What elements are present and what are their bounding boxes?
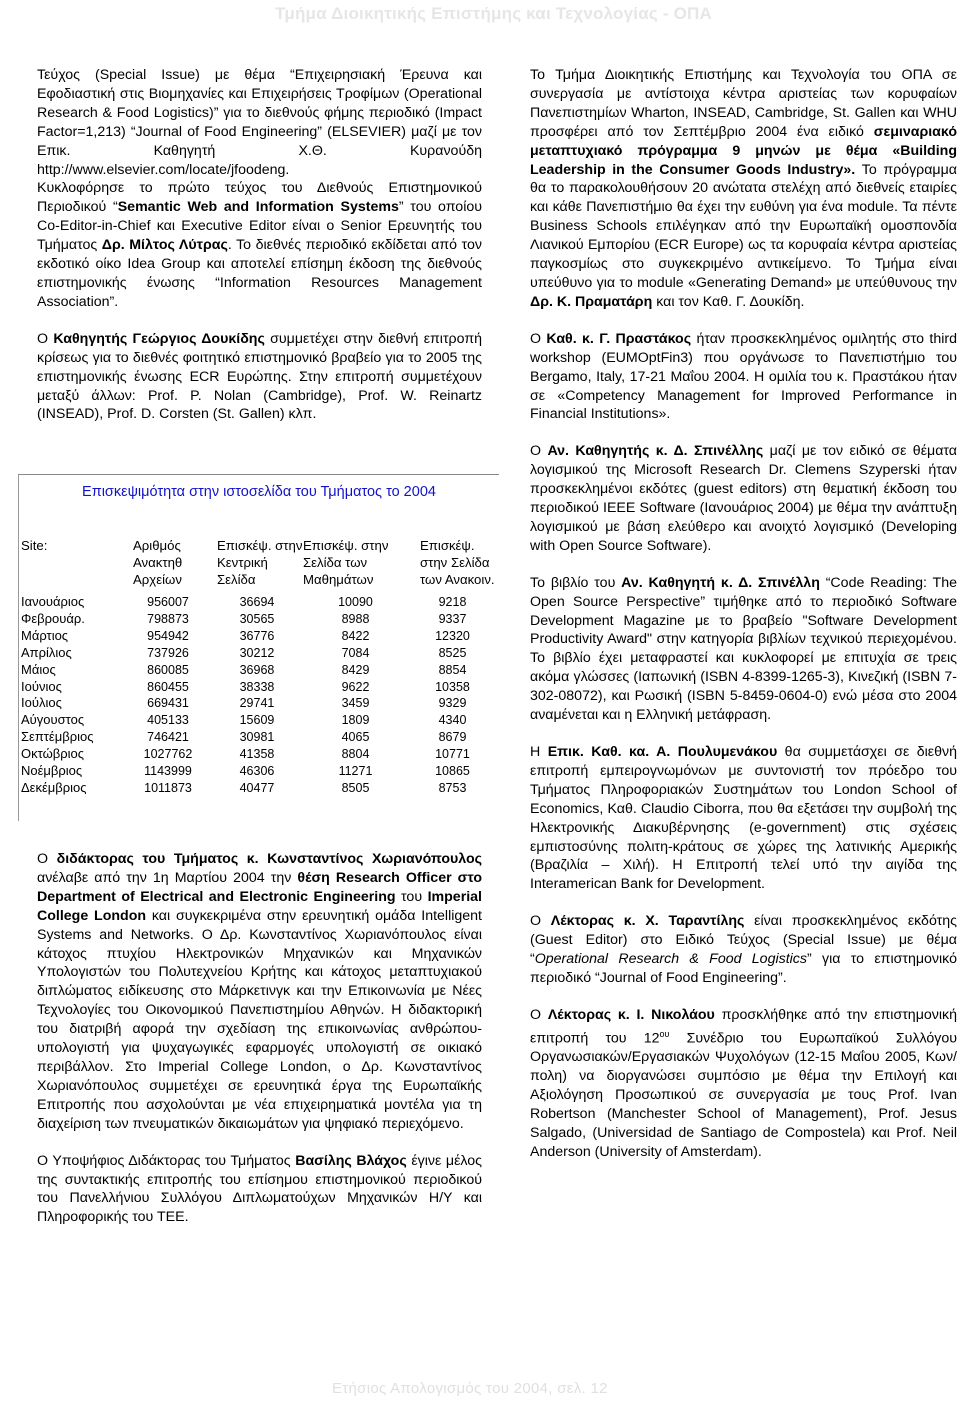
paragraph-chorianopoulos: Ο διδάκτορας του Τμήματος κ. Κωνσταντίνος Χωριανόπουλος ανέλαβε από την 1η Μαρτίου 2004 την θέση Research Officer στο Department of Electrical and Electronic Engineering του Imperial College London και συγκεκριμένα στην ερευνητική ομάδα Intelligent Systems and Networks. Ο Δρ. Κωνσταντίνος Χωριανόπουλος είναι κάτοχος πτυχίου Ηλεκτρονικών Μηχανικών και Μηχανικών Υπολογιστών του Πολυτεχνείου Κρήτης και κάτοχος μεταπτυχιακού διπλώματος ειδίκευσης στο Μάρκετινγκ και την Επικοινωνία με Νέες Τεχνολογίες του Οικονομικού Πανεπιστημίου Αθηνών. Η διδακτορική του διατριβή αφορά την σχεδίαση της επικοινωνίας ανθρώπου-υπολογιστή για ψυχαγωγικές εφαρμογές υπολογιστή σε οικιακό περιβάλλον. Στο Imperial College London, ο Δρ. Κωνσταντίνος Χωριανόπουλος συμμετέχει σε ερευνητικά έργα της Ευρωπαϊκής Επιτροπής που ασχολούνται με νέα επιχειρηματικά μοντέλα για τη διαχείριση των πνευματικών δικαιωμάτων για ψηφιακό περιεχόμενο. xyxy=(37,851,483,1132)
table-row xyxy=(21,662,497,679)
main-page-visits-cell: 38338 xyxy=(239,679,275,694)
footer-text: Ετήσιος Απολογισμός του 2004, σελ. 12 xyxy=(332,1380,608,1397)
main-page-visits-cell: 36694 xyxy=(239,595,275,609)
main-page-visits-cell: 29741 xyxy=(239,696,275,711)
month-cell: Μάρτιος xyxy=(21,627,69,643)
month-cell: Αύγουστος xyxy=(21,712,85,728)
courses-visits-cell: 3459 xyxy=(341,696,370,711)
paragraph-nikolaou: Ο Λέκτορας κ. Ι. Νικολάου προσκλήθηκε από την επιστημονική επιτροπή του $12^{o\upsilon}$ Συνέδριο του Ευρωπαϊκού Συλλόγου Οργανωσιακών/Εργασιακών Ψυχολόγων (12-15 Μαΐου 2005, Κων/πολη) να διοργανώσει συμπόσιο με θέμα την Επιλογή και Αξιολόγηση Προσωπικού σε συνεργασία με τους Prof. Ivan Robertson (Manchester School of Management), Prof. Jesus Salgado, (Universidad de Santiago de Compostela) και Prof. Neil Anderson (University of Amsterdam). xyxy=(530,1006,958,1160)
courses-visits-cell: 4065 xyxy=(341,730,370,745)
main-page-visits-cell: 30981 xyxy=(239,730,275,745)
paragraph-spinellis-ieee: Ο Αν. Καθηγητής κ. Δ. Σπινέλλης μαζί με τον ειδικό σε θέματα λογισμικού της Microsoft Research Dr. Clemens Szyperski ήταν προσκεκλημένοι εκδότες (guest editors) στη θεματική έκδοση του περιοδικού IEEE Software (Ιανουάριος 2004) με θέμα την ανάπτυξη λογισμικού με βάση ελεύθερο και ανοιχτό λογισμικό (Developing with Open Source Software). xyxy=(530,443,958,554)
month-cell: Μάιος xyxy=(21,661,56,677)
news-visits-cell: 9329 xyxy=(438,696,467,711)
main-page-visits-cell: 46306 xyxy=(239,764,275,779)
files-cell: 405133 xyxy=(147,713,189,728)
courses-visits-cell: 8988 xyxy=(341,611,370,626)
files-cell: 1011873 xyxy=(144,780,192,795)
paragraph-prastakos: Ο Καθ. κ. Γ. Πραστάκος ήταν προσκεκλημένος ομιλητής στο third workshop (EUMOptFin3) που οργάνωσε το Πανεπιστήμιο του Bergamo, Italy, 17-21 Μαΐου 2004. Η ομιλία του κ. Πραστάκου ήταν σε «Competency Management for Improved Performance in Financial Institutions». xyxy=(530,330,957,423)
header-news: Επισκέψ. στην Σελίδα των Ανακοιν. xyxy=(420,538,495,587)
news-visits-cell: 8679 xyxy=(438,730,467,745)
main-page-visits-cell: 41358 xyxy=(239,747,275,762)
month-cell: Οκτώβριος xyxy=(21,746,84,762)
files-cell: 1143999 xyxy=(144,764,192,779)
table-row xyxy=(21,645,497,662)
files-cell: 860085 xyxy=(147,662,189,677)
files-cell: 746421 xyxy=(147,730,189,745)
main-page-visits-cell: 40477 xyxy=(239,780,275,795)
files-cell: 737926 xyxy=(147,645,189,660)
table-row xyxy=(21,763,497,780)
news-visits-cell: 12320 xyxy=(435,628,470,643)
files-cell: 860455 xyxy=(147,679,189,694)
header-main: Επισκέψ. στην Κεντρική Σελίδα xyxy=(217,538,303,587)
header-title: Τμήμα Διοικητικής Επιστήμης και Τεχνολογίας - ΟΠΑ xyxy=(275,4,712,23)
files-cell: 956007 xyxy=(147,595,189,609)
courses-visits-cell: 11271 xyxy=(338,764,373,779)
visits-table-box xyxy=(18,474,499,821)
courses-visits-cell: 8804 xyxy=(341,747,370,762)
month-cell: Σεπτέμβριος xyxy=(21,729,94,745)
table-header-row xyxy=(21,537,497,588)
month-cell: Νοέμβριος xyxy=(21,763,83,779)
files-cell: 1027762 xyxy=(143,747,193,762)
paragraph-poulymenakou: Η Επικ. Καθ. κα. Α. Πουλυμενάκου θα συμμετάσχει σε διεθνή επιτροπή εμπειρογνωμόνων με συντονιστή τον πρόεδρο του Τμήματος Πληροφοριακών Συστημάτων του London School of Economics, Καθ. Claudio Ciborra, που θα εξετάσει την συμβολή της Ηλεκτρονικής Διακυβέρνησης (e-government) στις σχέσεις εμπιστοσύνης πολιτη-κράτους σε χώρες της λατινικής Αμερικής (Βραζιλία – Χιλή). Η Επιτροπή τελεί υπό την αιγίδα της Interamerican Bank for Development. xyxy=(530,744,957,893)
news-visits-cell: 9218 xyxy=(438,595,467,609)
courses-visits-cell: 8429 xyxy=(341,662,370,677)
news-visits-cell: 9337 xyxy=(438,611,467,626)
left-column-top xyxy=(37,66,482,424)
courses-visits-cell: 8505 xyxy=(341,780,370,795)
table-row xyxy=(21,611,497,628)
courses-visits-cell: 8422 xyxy=(341,628,370,643)
paragraph-special-issue: Τεύχος (Special Issue) με θέμα “Επιχειρησιακή Έρευνα και Εφοδιαστική στις Βιομηχανίες και Επιχειρήσεις Τροφίμων (Operational Research & Food Logistics)” για το διεθνούς φήμης περιοδικό (Impact Factor=1,213) “Journal of Food Engineering” (ELSEVIER) μαζί με τον Επικ. Καθηγητή Χ.Θ. Κυρανούδη http://www.elsevier.com/locate/jfoodeng. xyxy=(37,67,482,178)
header-files: Αριθμός Ανακτηθ Αρχείων xyxy=(133,538,183,587)
month-cell: Δεκέμβριος xyxy=(21,779,87,795)
paragraph-tarantilis: Ο Λέκτορας κ. Χ. Ταραντίλης είναι προσκεκλημένος εκδότης (Guest Editor) στο Ειδικό Τεύχος (Special Issue) με θέμα “Operational Research & Food Logistics” για το επιστημονικό περιοδικό “Journal of Food Engineering”. xyxy=(530,913,957,986)
courses-visits-cell: 10090 xyxy=(338,595,373,609)
main-page-visits-cell: 36968 xyxy=(239,662,275,677)
table-row xyxy=(21,695,497,712)
month-cell: Απρίλιος xyxy=(21,644,72,660)
courses-visits-cell: 7084 xyxy=(341,645,370,660)
news-visits-cell: 8854 xyxy=(438,662,467,677)
header-courses: Επισκέψ. στην Σελίδα των Μαθημάτων xyxy=(303,538,389,587)
table-row xyxy=(21,712,497,729)
page-footer xyxy=(0,1378,960,1402)
page-header xyxy=(0,0,960,30)
table-row xyxy=(21,679,497,696)
month-cell: Ιανουάριος xyxy=(21,594,85,609)
table-row xyxy=(21,780,497,797)
visits-table xyxy=(21,537,497,797)
news-visits-cell: 4340 xyxy=(438,713,467,728)
month-cell: Ιούλιος xyxy=(21,695,62,711)
right-column xyxy=(530,66,957,1162)
paragraph-code-reading: Το βιβλίο του Αν. Καθηγητή κ. Δ. Σπινέλλη “Code Reading: The Open Source Perspective” τιμήθηκε από το περιοδικό Software Development Magazine με το βραβείο "Software Development Productivity Award" στην κατηγορία βιβλίων τεχνικού περιεχομένου. Το βιβλίο έχει μεταφραστεί και κυκλοφορεί με επιτυχία σε τρεις ακόμα γλώσσες (Ιαπωνική (ISBN 4-8399-1265-3), Κινεζική (ISBN 7-302-08072), και Ρωσική (ISBN 5-8459-0604-0) ενώ μέσα στο 2004 αναμένεται και η Ελληνική μετάφραση. xyxy=(530,574,958,724)
main-page-visits-cell: 36776 xyxy=(239,628,275,643)
paragraph-doukidis: Ο Καθηγητής Γεώργιος Δουκίδης συμμετέχει στην διεθνή επιτροπή κρίσεως για το διεθνές φοιτητικό επιστημονικό βραβείο για το 2005 της επιστημονικής ένωσης ECR Ευρώπης. Στην επιτροπή συμμετέχουν μεταξύ άλλων: Prof. P. Nolan (Cambridge), Prof. W. Reinartz (INSEAD), Prof. D. Corsten (St. Gallen) κλπ. xyxy=(37,330,482,423)
left-column-bottom xyxy=(37,850,482,1227)
news-visits-cell: 8753 xyxy=(438,780,467,795)
paragraph-semantic-web: Κυκλοφόρησε το πρώτο τεύχος του Διεθνούς Επιστημονικού Περιοδικού “Semantic Web and Information Systems” του οποίου Co-Editor-in-Chief και Executive Editor είναι ο Senior Ερευνητής του Τμήματος Δρ. Μίλτος Λύτρας. Το διεθνές περιοδικό εκδίδεται από τον εκδοτικό οίκο Idea Group και αποτελεί επίσημη έκδοση της διεθνούς επιστημονικής ένωσης “Information Resources Management Association”. xyxy=(37,180,482,310)
files-cell: 954942 xyxy=(147,628,189,643)
news-visits-cell: 10865 xyxy=(435,764,470,779)
news-visits-cell: 10358 xyxy=(435,679,470,694)
files-cell: 798873 xyxy=(147,611,189,626)
month-cell: Φεβρουάρ. xyxy=(21,610,85,626)
table-row xyxy=(21,746,497,763)
main-page-visits-cell: 30212 xyxy=(239,645,275,660)
paragraph-vlachos: Ο Υποψήφιος Διδάκτορας του Τμήματος Βασίλης Βλάχος έγινε μέλος της συντακτικής επιτροπής του επίσημου επιστημονικού περιοδικού του Πανελλήνιου Συλλόγου Διπλωματούχων Μηχανικών Η/Υ και Πληροφορικής του ΤΕΕ. xyxy=(37,1152,483,1226)
paragraph-leadership-program: Το Τμήμα Διοικητικής Επιστήμης και Τεχνολογία του ΟΠΑ σε συνεργασία με αντίστοιχα κέντρα αριστείας των κορυφαίων Πανεπιστημίων Wharton, INSEAD, Cambridge, St. Gallen και WHU προσφέρει από τον Σεπτέμβριο 2004 ένα ειδικό σεμιναριακό μεταπτυχιακό πρόγραμμα 9 μηνών με θέμα «Building Leadership in the Consumer Goods Industry». Το πρόγραμμα θα το παρακολουθήσουν 20 ανώτατα στελέχη από διεθνείς εταιρίες και κάθε Πανεπιστήμιο θα έχει την ευθύνη για ένα module. Τα πέντε Business Schools επιλέγηκαν από την Ευρωπαϊκή ομοσπονδία Λιανικού Εμπορίου (ECR Europe) ως τα κορυφαία κέντρα αριστείας παγκοσμίως στο συγκεκριμένο αντικείμενο. Το Τμήμα είναι υπεύθυνο για το module «Generating Demand» με υπεύθυνους την Δρ. Κ. Πραματάρη και τον Καθ. Γ. Δουκίδη. xyxy=(530,67,957,310)
main-page-visits-cell: 30565 xyxy=(239,611,275,626)
news-visits-cell: 8525 xyxy=(438,645,467,660)
month-cell: Ιούνιος xyxy=(21,678,62,694)
main-page-visits-cell: 15609 xyxy=(239,713,275,728)
courses-visits-cell: 9622 xyxy=(341,679,370,694)
table-row xyxy=(21,594,497,611)
table-row xyxy=(21,628,497,645)
news-visits-cell: 10771 xyxy=(435,747,470,762)
files-cell: 669431 xyxy=(147,696,189,711)
header-site: Site: xyxy=(21,538,48,553)
visits-table-body xyxy=(21,594,497,797)
courses-visits-cell: 1809 xyxy=(341,713,370,728)
visits-table-title: Επισκεψιμότητα στην ιστοσελίδα του Τμήματος το 2004 xyxy=(82,484,436,500)
table-row xyxy=(21,729,497,746)
